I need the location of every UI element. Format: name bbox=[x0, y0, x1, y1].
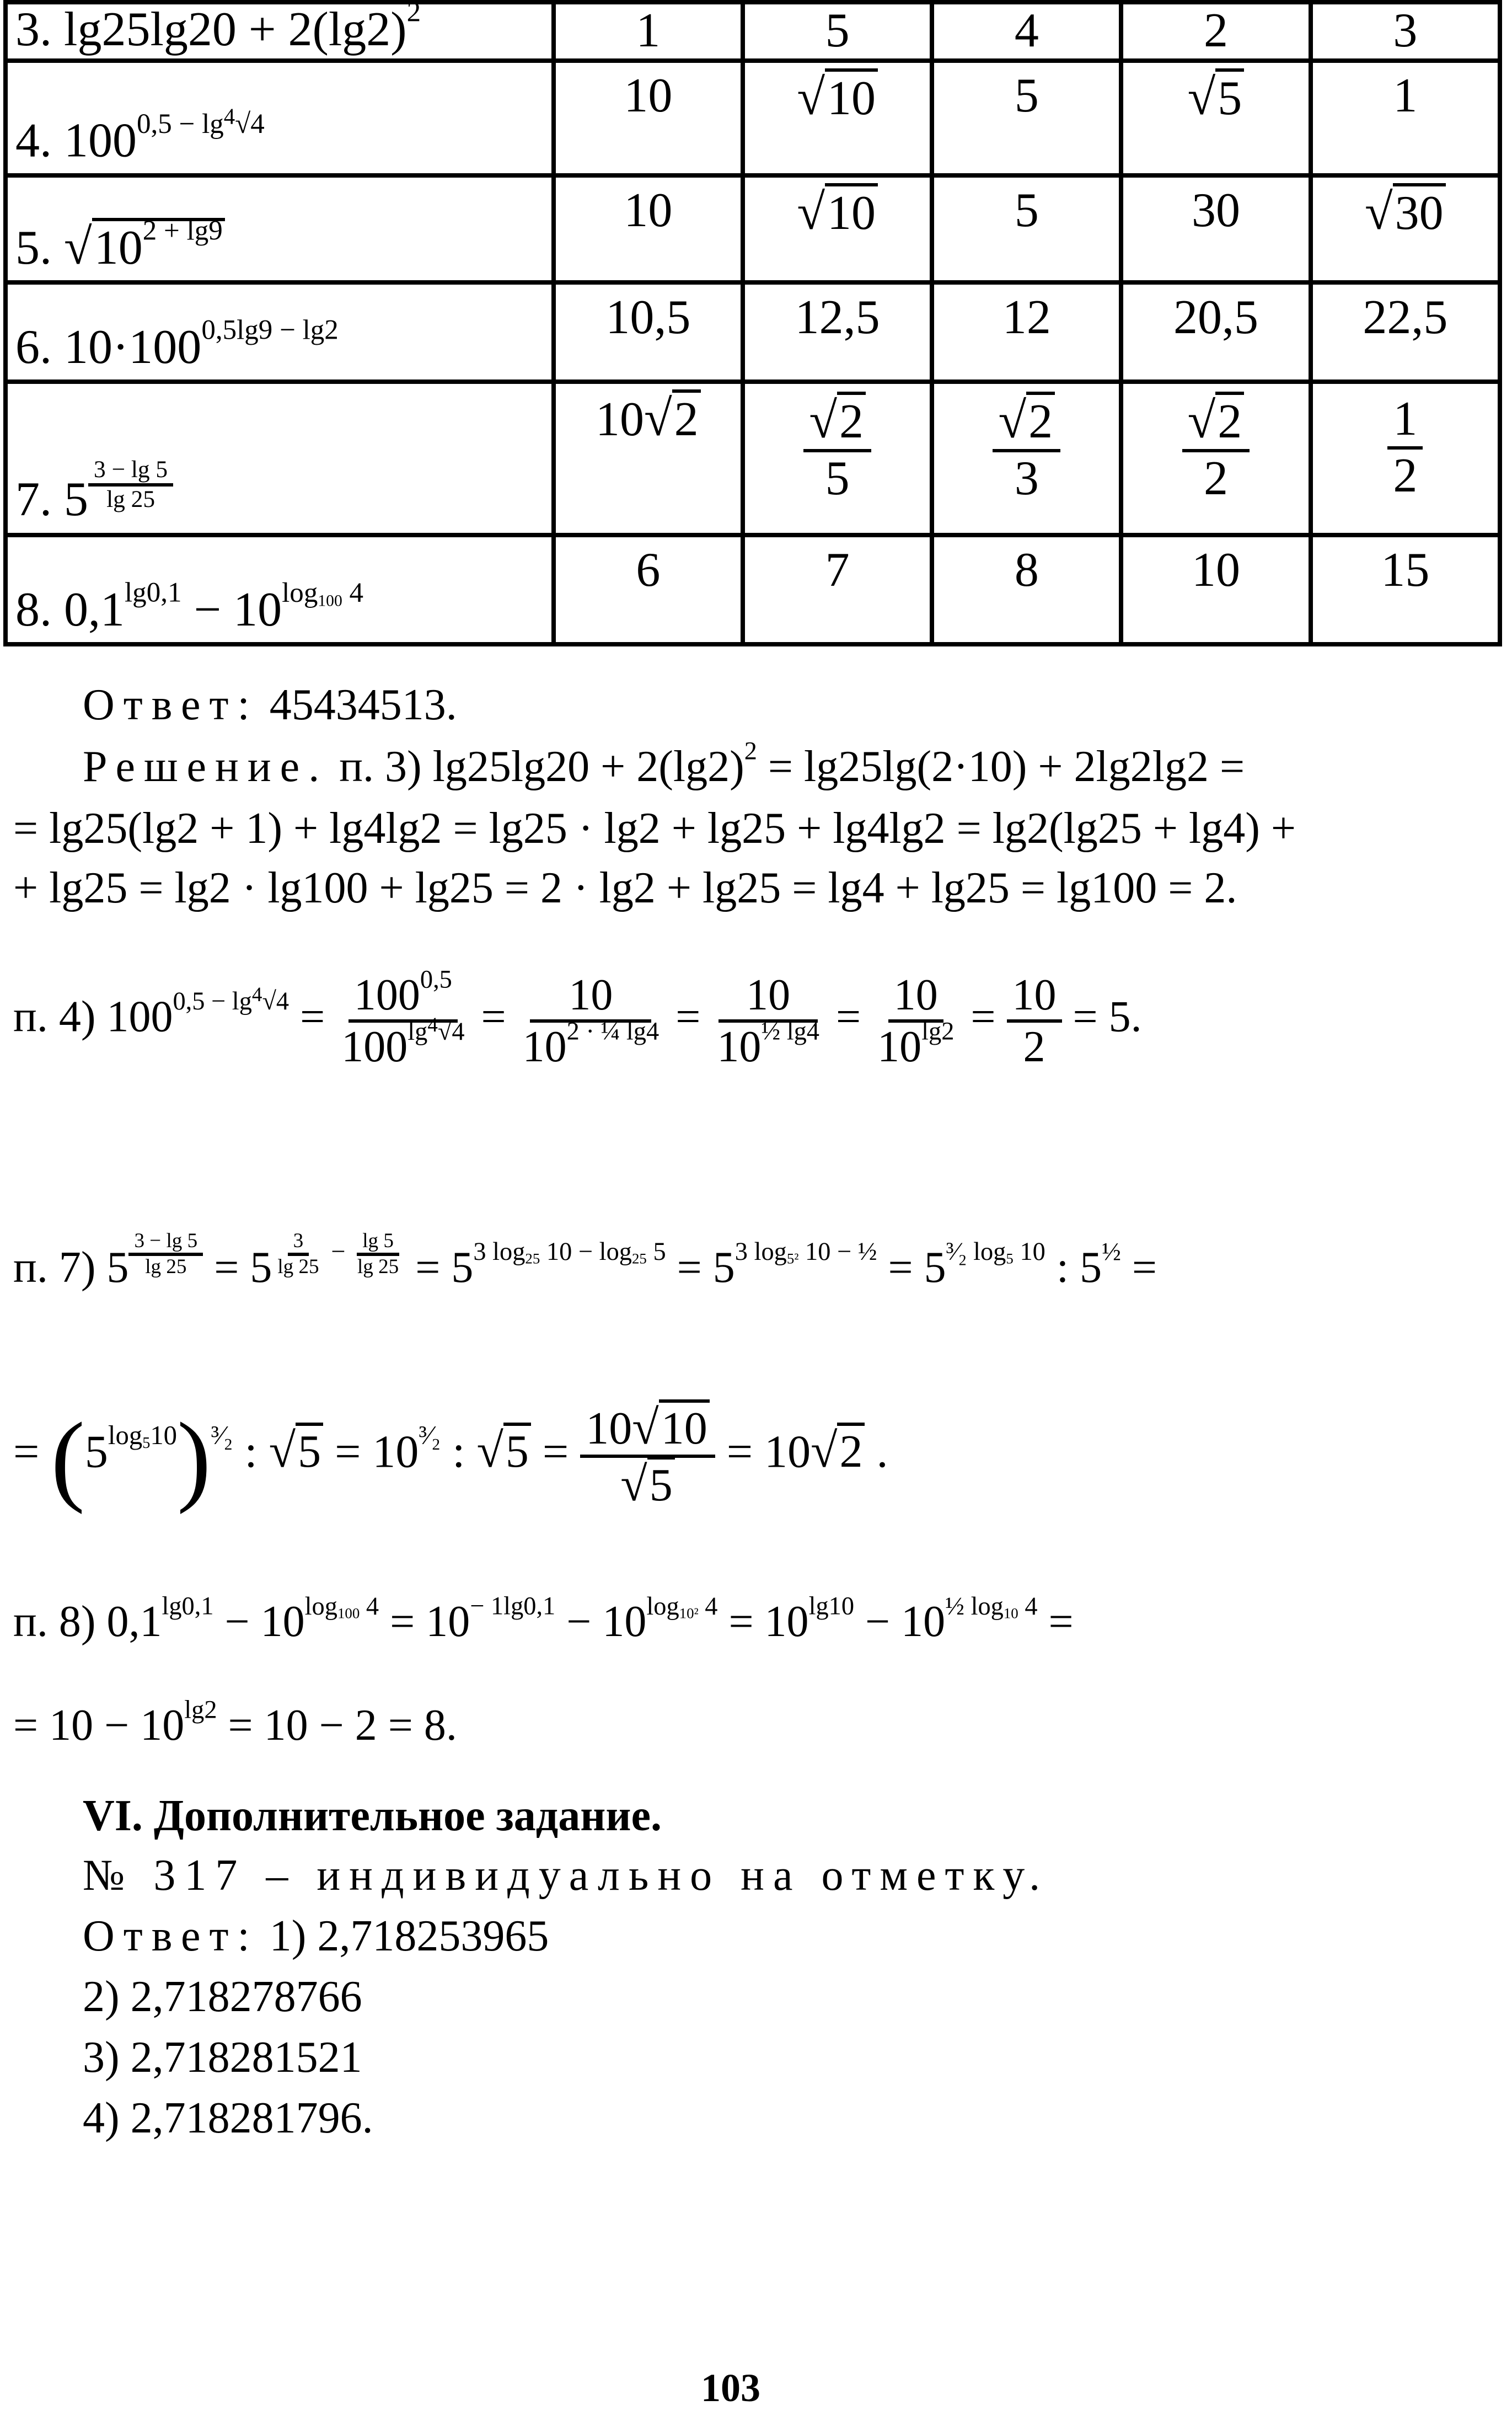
option-cell: 1 bbox=[1311, 61, 1500, 175]
extra-answer-line: Ответ: 1) 2,718253965 bbox=[83, 1912, 549, 1960]
task-formula: 4. $100^{0,5 - lg^4√4}$ bbox=[15, 104, 265, 168]
answer-options-table bbox=[3, 0, 1502, 646]
task-formula: 5. $√10^{2 + lg9}$ bbox=[15, 221, 225, 272]
solution-p3-line1: Решение. п. 3) $\lg 25\lg 20 + 2(\lg 2)^2 = \lg 25\lg(2\cdot 10) + 2\lg 2\lg 2$ = bbox=[83, 737, 1245, 791]
task-formula: 7. 5 $^{\frac{3 - \lg 5}{\lg 25}}$ bbox=[15, 457, 173, 524]
task-cell bbox=[6, 282, 554, 382]
extra-answer-3: 3) 2,718281521 bbox=[83, 2033, 362, 2082]
table-row bbox=[6, 382, 1500, 535]
option-cell: 7 bbox=[743, 535, 932, 644]
option-cell: 12 bbox=[932, 282, 1121, 382]
option-cell: $\frac{√2}{5}$ bbox=[743, 382, 932, 535]
solution-p7-line2: = $(5^{log_510})^{^3⁄_2}$ : $√5 = 10^{^3⁄_2}$ : √5 = $\frac{10√10}{√5}$ = 10√2 . bbox=[13, 1401, 888, 1515]
task-cell bbox=[6, 175, 554, 282]
solution-p3-line2: = lg25(lg2 + 1) + lg4lg2 = lg25 · lg2 + lg25 + lg4lg2 = lg2(lg25 + lg4) + bbox=[13, 804, 1296, 853]
option-cell: 3 bbox=[1311, 2, 1500, 61]
task-cell bbox=[6, 382, 554, 535]
extra-answer-2: 2) 2,718278766 bbox=[83, 1973, 362, 2021]
task-formula: 3. $\lg 25\lg 20 + 2(\lg 2)^2$ bbox=[15, 0, 421, 56]
option-cell: √30 bbox=[1311, 175, 1500, 282]
table-row bbox=[6, 2, 1500, 61]
option-cell: 10 bbox=[1121, 535, 1310, 644]
extra-task-heading: VI. Дополнительное задание. bbox=[83, 1792, 662, 1840]
solution-p8-line2: = $10 - 10^{lg2} = 10 - 2 = 8$. bbox=[13, 1696, 457, 1750]
option-cell: √5 bbox=[1121, 61, 1310, 175]
task-cell bbox=[6, 2, 554, 61]
option-cell: 12,5 bbox=[743, 282, 932, 382]
extra-answer-4: 4) 2,718281796. bbox=[83, 2094, 373, 2142]
table-row bbox=[6, 282, 1500, 382]
option-cell: 4 bbox=[932, 2, 1121, 61]
option-cell: 5 bbox=[743, 2, 932, 61]
option-cell: 30 bbox=[1121, 175, 1310, 282]
table-row bbox=[6, 61, 1500, 175]
option-cell: $\frac{1}{2}$ bbox=[1311, 382, 1500, 535]
option-cell: 1 bbox=[554, 2, 743, 61]
solution-p8-line1: п. 8) $0,1^{lg0,1} - 10^{log_{100} 4} = 10^{- 1lg0,1} - 10^{log_{10^2} 4} = 10^{lg10} - 10^{\frac{1}{2} log_{10} 4}$ = bbox=[13, 1592, 1074, 1646]
option-cell: 20,5 bbox=[1121, 282, 1310, 382]
extra-task-line: № 317 – индивидуально на отметку. bbox=[83, 1851, 1049, 1900]
option-cell: √10 bbox=[743, 175, 932, 282]
option-cell: 10,5 bbox=[554, 282, 743, 382]
option-cell: 15 bbox=[1311, 535, 1500, 644]
table-row bbox=[6, 535, 1500, 644]
option-cell: 8 bbox=[932, 535, 1121, 644]
task-formula: 6. $10\cdot 100^{0,5lg9 - lg2}$ bbox=[15, 314, 339, 374]
option-cell: 10 bbox=[554, 175, 743, 282]
answer-line: Ответ: 45434513. bbox=[83, 681, 457, 729]
solution-p4: п. 4) $100^{0,5 - lg^4√4}$ = $\frac{100^{0,5}}{100^{lg^4√4}}$ = $\frac{10}{10^{2 \cdot \frac{1}{4} lg4}}$ = $\frac{10}{10^{\frac{1}{2} lg4}}$ = $\frac{10}{10^{lg2}}$ = $\frac{10}{2}$ = 5. bbox=[13, 965, 1142, 1071]
task-cell bbox=[6, 535, 554, 644]
task-cell bbox=[6, 61, 554, 175]
option-cell: 22,5 bbox=[1311, 282, 1500, 382]
option-cell: $\frac{√2}{2}$ bbox=[1121, 382, 1310, 535]
option-cell: √10 bbox=[743, 61, 932, 175]
option-cell: 5 bbox=[932, 175, 1121, 282]
table-row bbox=[6, 175, 1500, 282]
option-cell: 6 bbox=[554, 535, 743, 644]
option-cell: 2 bbox=[1121, 2, 1310, 61]
option-cell: 10 bbox=[554, 61, 743, 175]
page-number: 103 bbox=[701, 2366, 760, 2410]
option-cell: 10√2 bbox=[554, 382, 743, 535]
option-cell: 5 bbox=[932, 61, 1121, 175]
option-cell: $\frac{√2}{3}$ bbox=[932, 382, 1121, 535]
task-formula: 8. $0,1^{lg0,1} - 10^{log_{100} 4}$ bbox=[15, 577, 364, 637]
solution-p7-line1: п. 7) 5 $^{\frac{3 - \lg 5}{\lg 25}}$ = 5 $^{\frac{3}{\lg 25} - \frac{\lg 5}{\lg 25}}$ = $5^{3 log_{25} 10 - log_{25} 5} = 5^{3 log_{5^2} 10 - \frac{1}{2}} = 5^{^3⁄_2 log_5 10}$ : $5^{\frac{1}{2}}$ = bbox=[13, 1230, 1157, 1292]
solution-p3-line3: + lg25 = lg2 · lg100 + lg25 = 2 · lg2 + lg25 = lg4 + lg25 = lg100 = 2. bbox=[13, 864, 1237, 912]
